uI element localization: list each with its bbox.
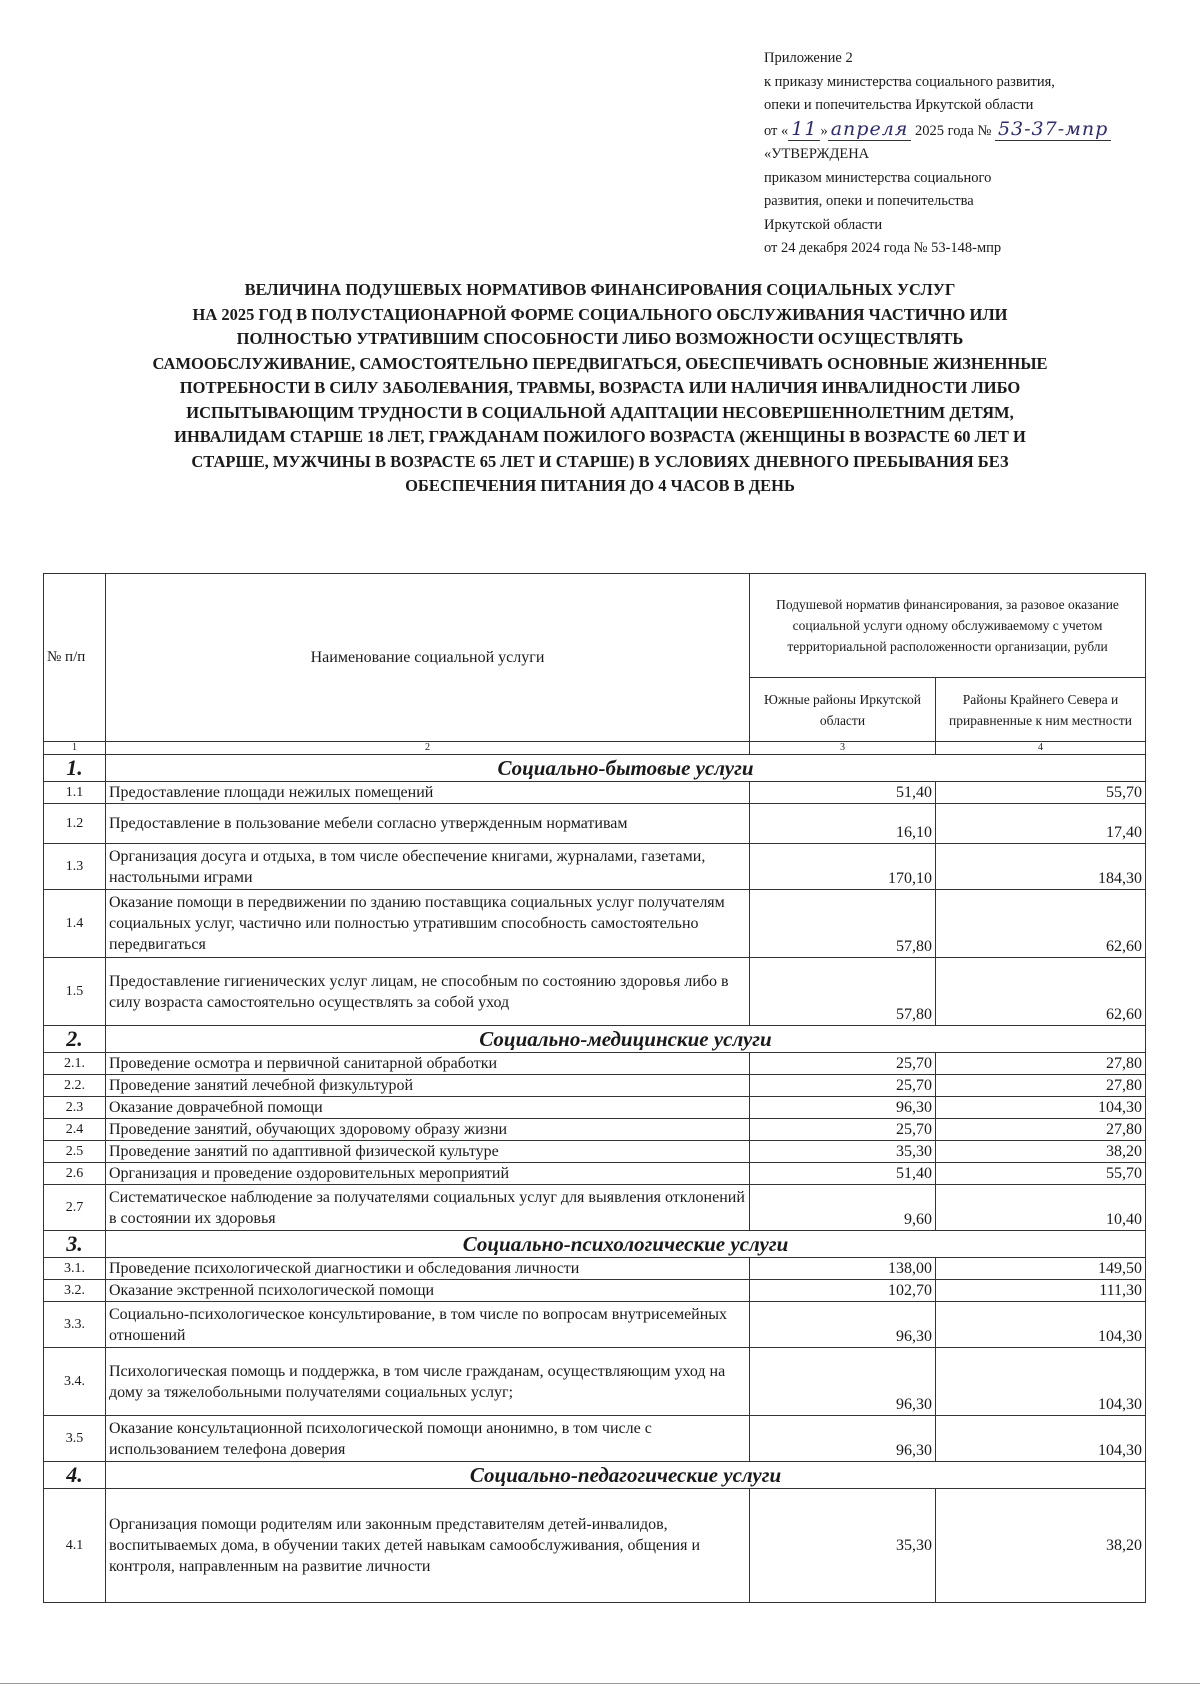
table-row [44,844,1146,890]
row-service-name: Предоставление в пользование мебели согласно утвержденным нормативам [106,804,750,844]
row-service-name: Проведение занятий, обучающих здоровому образу жизни [106,1119,750,1141]
row-number: 3.1. [44,1258,106,1280]
row-south-value: 96,30 [750,1416,936,1462]
title-line: ИНВАЛИДАМ СТАРШЕ 18 ЛЕТ, ГРАЖДАНАМ ПОЖИЛОГО ВОЗРАСТА (ЖЕНЩИНЫ В ВОЗРАСТЕ 60 ЛЕТ И [174,427,1026,446]
title-line: СТАРШЕ, МУЖЧИНЫ В ВОЗРАСТЕ 65 ЛЕТ И СТАРШЕ) В УСЛОВИЯХ ДНЕВНОГО ПРЕБЫВАНИЯ БЕЗ [191,451,1009,471]
column-numbers-row [44,742,1146,755]
order-prefix: от « [764,122,789,139]
title-line: ИСПЫТЫВАЮЩИМ ТРУДНОСТИ В СОЦИАЛЬНОЙ АДАПТАЦИИ НЕСОВЕРШЕННОЛЕТНИМ ДЕТЯМ, [186,402,1014,422]
row-south-value: 16,10 [750,804,936,844]
approved-line-3: Иркутской области [764,216,883,233]
column-number: 3 [750,742,936,755]
row-number: 2.7 [44,1185,106,1231]
row-number: 2.5 [44,1141,106,1163]
section-title: Социально-медицинские услуги [106,1026,1146,1053]
row-service-name: Организация досуга и отдыха, в том числе обеспечение книгами, журналами, газетами, настольными играми [106,844,750,890]
section-row [44,1231,1146,1258]
order-month-handwritten: апреля [828,118,912,141]
row-north-value: 149,50 [936,1258,1146,1280]
row-number: 1.1 [44,782,106,804]
section-title: Социально-психологические услуги [106,1231,1146,1258]
row-south-value: 96,30 [750,1348,936,1416]
row-service-name: Проведение психологической диагностики и обследования личности [106,1258,750,1280]
order-number-handwritten: 53-37-мпр [995,118,1111,141]
row-north-value: 111,30 [936,1280,1146,1302]
row-number: 2.6 [44,1163,106,1185]
appendix-title: Приложение 2 [764,50,853,66]
row-number: 3.3. [44,1302,106,1348]
row-service-name: Организация помощи родителям или законным представителям детей-инвалидов, воспитываемых дома, в обучении таких детей навыкам самообслуживания, общения и контроля, направленным на развитие личности [106,1489,750,1603]
section-title: Социально-педагогические услуги [106,1462,1146,1489]
row-service-name: Оказание консультационной психологической помощи анонимно, в том числе с использованием телефона доверия [106,1416,750,1462]
row-number: 3.4. [44,1348,106,1416]
row-north-value: 10,40 [936,1185,1146,1231]
row-service-name: Оказание экстренной психологической помощи [106,1280,750,1302]
services-table [43,573,1146,1603]
row-south-value: 96,30 [750,1097,936,1119]
row-service-name: Проведение занятий лечебной физкультурой [106,1075,750,1097]
row-south-value: 25,70 [750,1053,936,1075]
row-number: 2.4 [44,1119,106,1141]
row-service-name: Организация и проведение оздоровительных мероприятий [106,1163,750,1185]
section-number: 4. [44,1462,106,1489]
section-row [44,1462,1146,1489]
row-north-value: 27,80 [936,1053,1146,1075]
row-number: 1.4 [44,890,106,958]
table-row [44,1163,1146,1185]
row-number: 1.2 [44,804,106,844]
row-north-value: 38,20 [936,1489,1146,1603]
row-number: 3.2. [44,1280,106,1302]
section-row [44,1026,1146,1053]
order-mid: » [820,122,828,139]
row-north-value: 104,30 [936,1348,1146,1416]
table-row [44,804,1146,844]
title-line: ПОТРЕБНОСТИ В СИЛУ ЗАБОЛЕВАНИЯ, ТРАВМЫ, ВОЗРАСТА ИЛИ НАЛИЧИЯ ИНВАЛИДНОСТИ ЛИБО [179,378,1021,397]
row-service-name: Предоставление гигиенических услуг лицам, не способным по состоянию здоровья либо в силу возраста самостоятельно осуществлять за собой уход [106,958,750,1026]
row-north-value: 55,70 [936,1163,1146,1185]
title-line: САМООБСЛУЖИВАНИЕ, САМОСТОЯТЕЛЬНО ПЕРЕДВИГАТЬСЯ, ОБЕСПЕЧИВАТЬ ОСНОВНЫЕ ЖИЗНЕННЫЕ [152,353,1048,373]
row-south-value: 170,10 [750,844,936,890]
table-row [44,890,1146,958]
row-number: 1.5 [44,958,106,1026]
order-day-handwritten: 11 [788,118,820,141]
row-north-value: 27,80 [936,1075,1146,1097]
row-service-name: Оказание доврачебной помощи [106,1097,750,1119]
row-north-value: 38,20 [936,1141,1146,1163]
table-row [44,1053,1146,1075]
title-line: НА 2025 ГОД В ПОЛУСТАЦИОНАРНОЙ ФОРМЕ СОЦИАЛЬНОГО ОБСЛУЖИВАНИЯ ЧАСТИЧНО ИЛИ [192,304,1008,324]
row-south-value: 9,60 [750,1185,936,1231]
row-south-value: 96,30 [750,1302,936,1348]
approved-line-4: от 24 декабря 2024 года № 53-148-мпр [764,240,1002,256]
table-row [44,1185,1146,1231]
table-row [44,1416,1146,1462]
table-row [44,1119,1146,1141]
title-line: ВЕЛИЧИНА ПОДУШЕВЫХ НОРМАТИВОВ ФИНАНСИРОВАНИЯ СОЦИАЛЬНЫХ УСЛУГ [244,280,956,299]
row-north-value: 62,60 [936,890,1146,958]
approved-label: «УТВЕРЖДЕНА [764,146,870,162]
table-row [44,1489,1146,1603]
row-service-name: Оказание помощи в передвижении по зданию поставщика социальных услуг получателям социальных услуг, частично или полностью утратившим способность самостоятельно передвигаться [106,890,750,958]
row-number: 2.2. [44,1075,106,1097]
page-bottom-rule [0,1683,1200,1684]
approved-line-1: приказом министерства социального [764,169,992,186]
order-year: 2025 года № [911,122,995,139]
row-north-value: 104,30 [936,1416,1146,1462]
row-south-value: 25,70 [750,1119,936,1141]
row-number: 3.5 [44,1416,106,1462]
header-service-name: Наименование социальной услуги [106,574,750,742]
table-row [44,1141,1146,1163]
section-number: 2. [44,1026,106,1053]
row-south-value: 138,00 [750,1258,936,1280]
section-title: Социально-бытовые услуги [106,755,1146,782]
document-title [40,278,1160,499]
table-row [44,1348,1146,1416]
appendix-order-ref: к приказу министерства социального развития, [764,73,1055,90]
row-south-value: 35,30 [750,1141,936,1163]
appendix-block [764,47,1164,261]
row-south-value: 57,80 [750,890,936,958]
row-north-value: 62,60 [936,958,1146,1026]
row-south-value: 51,40 [750,1163,936,1185]
column-number: 1 [44,742,106,755]
approved-line-2: развития, опеки и попечительства [764,193,974,209]
section-number: 3. [44,1231,106,1258]
appendix-order-date [764,118,1164,144]
row-north-value: 184,30 [936,844,1146,890]
title-line: ОБЕСПЕЧЕНИЯ ПИТАНИЯ ДО 4 ЧАСОВ В ДЕНЬ [405,476,795,495]
column-number: 2 [106,742,750,755]
row-north-value: 104,30 [936,1097,1146,1119]
header-norm: Подушевой норматив финансирования, за разовое оказание социальной услуги одному обслуживаемому с учетом территориальной расположенности организации, рубли [750,574,1146,678]
table-row [44,958,1146,1026]
header-south-regions: Южные районы Иркутской области [750,678,936,742]
row-service-name: Систематическое наблюдение за получателями социальных услуг для выявления отклонений в состоянии их здоровья [106,1185,750,1231]
row-service-name: Проведение осмотра и первичной санитарной обработки [106,1053,750,1075]
row-number: 2.3 [44,1097,106,1119]
header-number: № п/п [44,574,106,742]
table-row [44,1302,1146,1348]
table-row [44,1097,1146,1119]
row-service-name: Психологическая помощь и поддержка, в том числе гражданам, осуществляющим уход на дому за тяжелобольными получателями социальных услуг; [106,1348,750,1416]
table-row [44,1258,1146,1280]
table-row [44,1280,1146,1302]
row-south-value: 25,70 [750,1075,936,1097]
row-north-value: 55,70 [936,782,1146,804]
row-south-value: 51,40 [750,782,936,804]
header-north-regions: Районы Крайнего Севера и приравненные к ним местности [936,678,1146,742]
table-header-row [44,574,1146,678]
row-service-name: Социально-психологическое консультирование, в том числе по вопросам внутрисемейных отношений [106,1302,750,1348]
row-number: 4.1 [44,1489,106,1603]
table-row [44,1075,1146,1097]
row-number: 1.3 [44,844,106,890]
row-number: 2.1. [44,1053,106,1075]
row-north-value: 104,30 [936,1302,1146,1348]
row-south-value: 102,70 [750,1280,936,1302]
table-row [44,782,1146,804]
row-north-value: 27,80 [936,1119,1146,1141]
row-service-name: Предоставление площади нежилых помещений [106,782,750,804]
row-north-value: 17,40 [936,804,1146,844]
row-south-value: 57,80 [750,958,936,1026]
row-south-value: 35,30 [750,1489,936,1603]
appendix-order-ref-2: опеки и попечительства Иркутской области [764,97,1034,113]
column-number: 4 [936,742,1146,755]
row-service-name: Проведение занятий по адаптивной физической культуре [106,1141,750,1163]
section-number: 1. [44,755,106,782]
section-row [44,755,1146,782]
title-line: ПОЛНОСТЬЮ УТРАТИВШИМ СПОСОБНОСТИ ЛИБО ВОЗМОЖНОСТИ ОСУЩЕСТВЛЯТЬ [236,329,964,348]
